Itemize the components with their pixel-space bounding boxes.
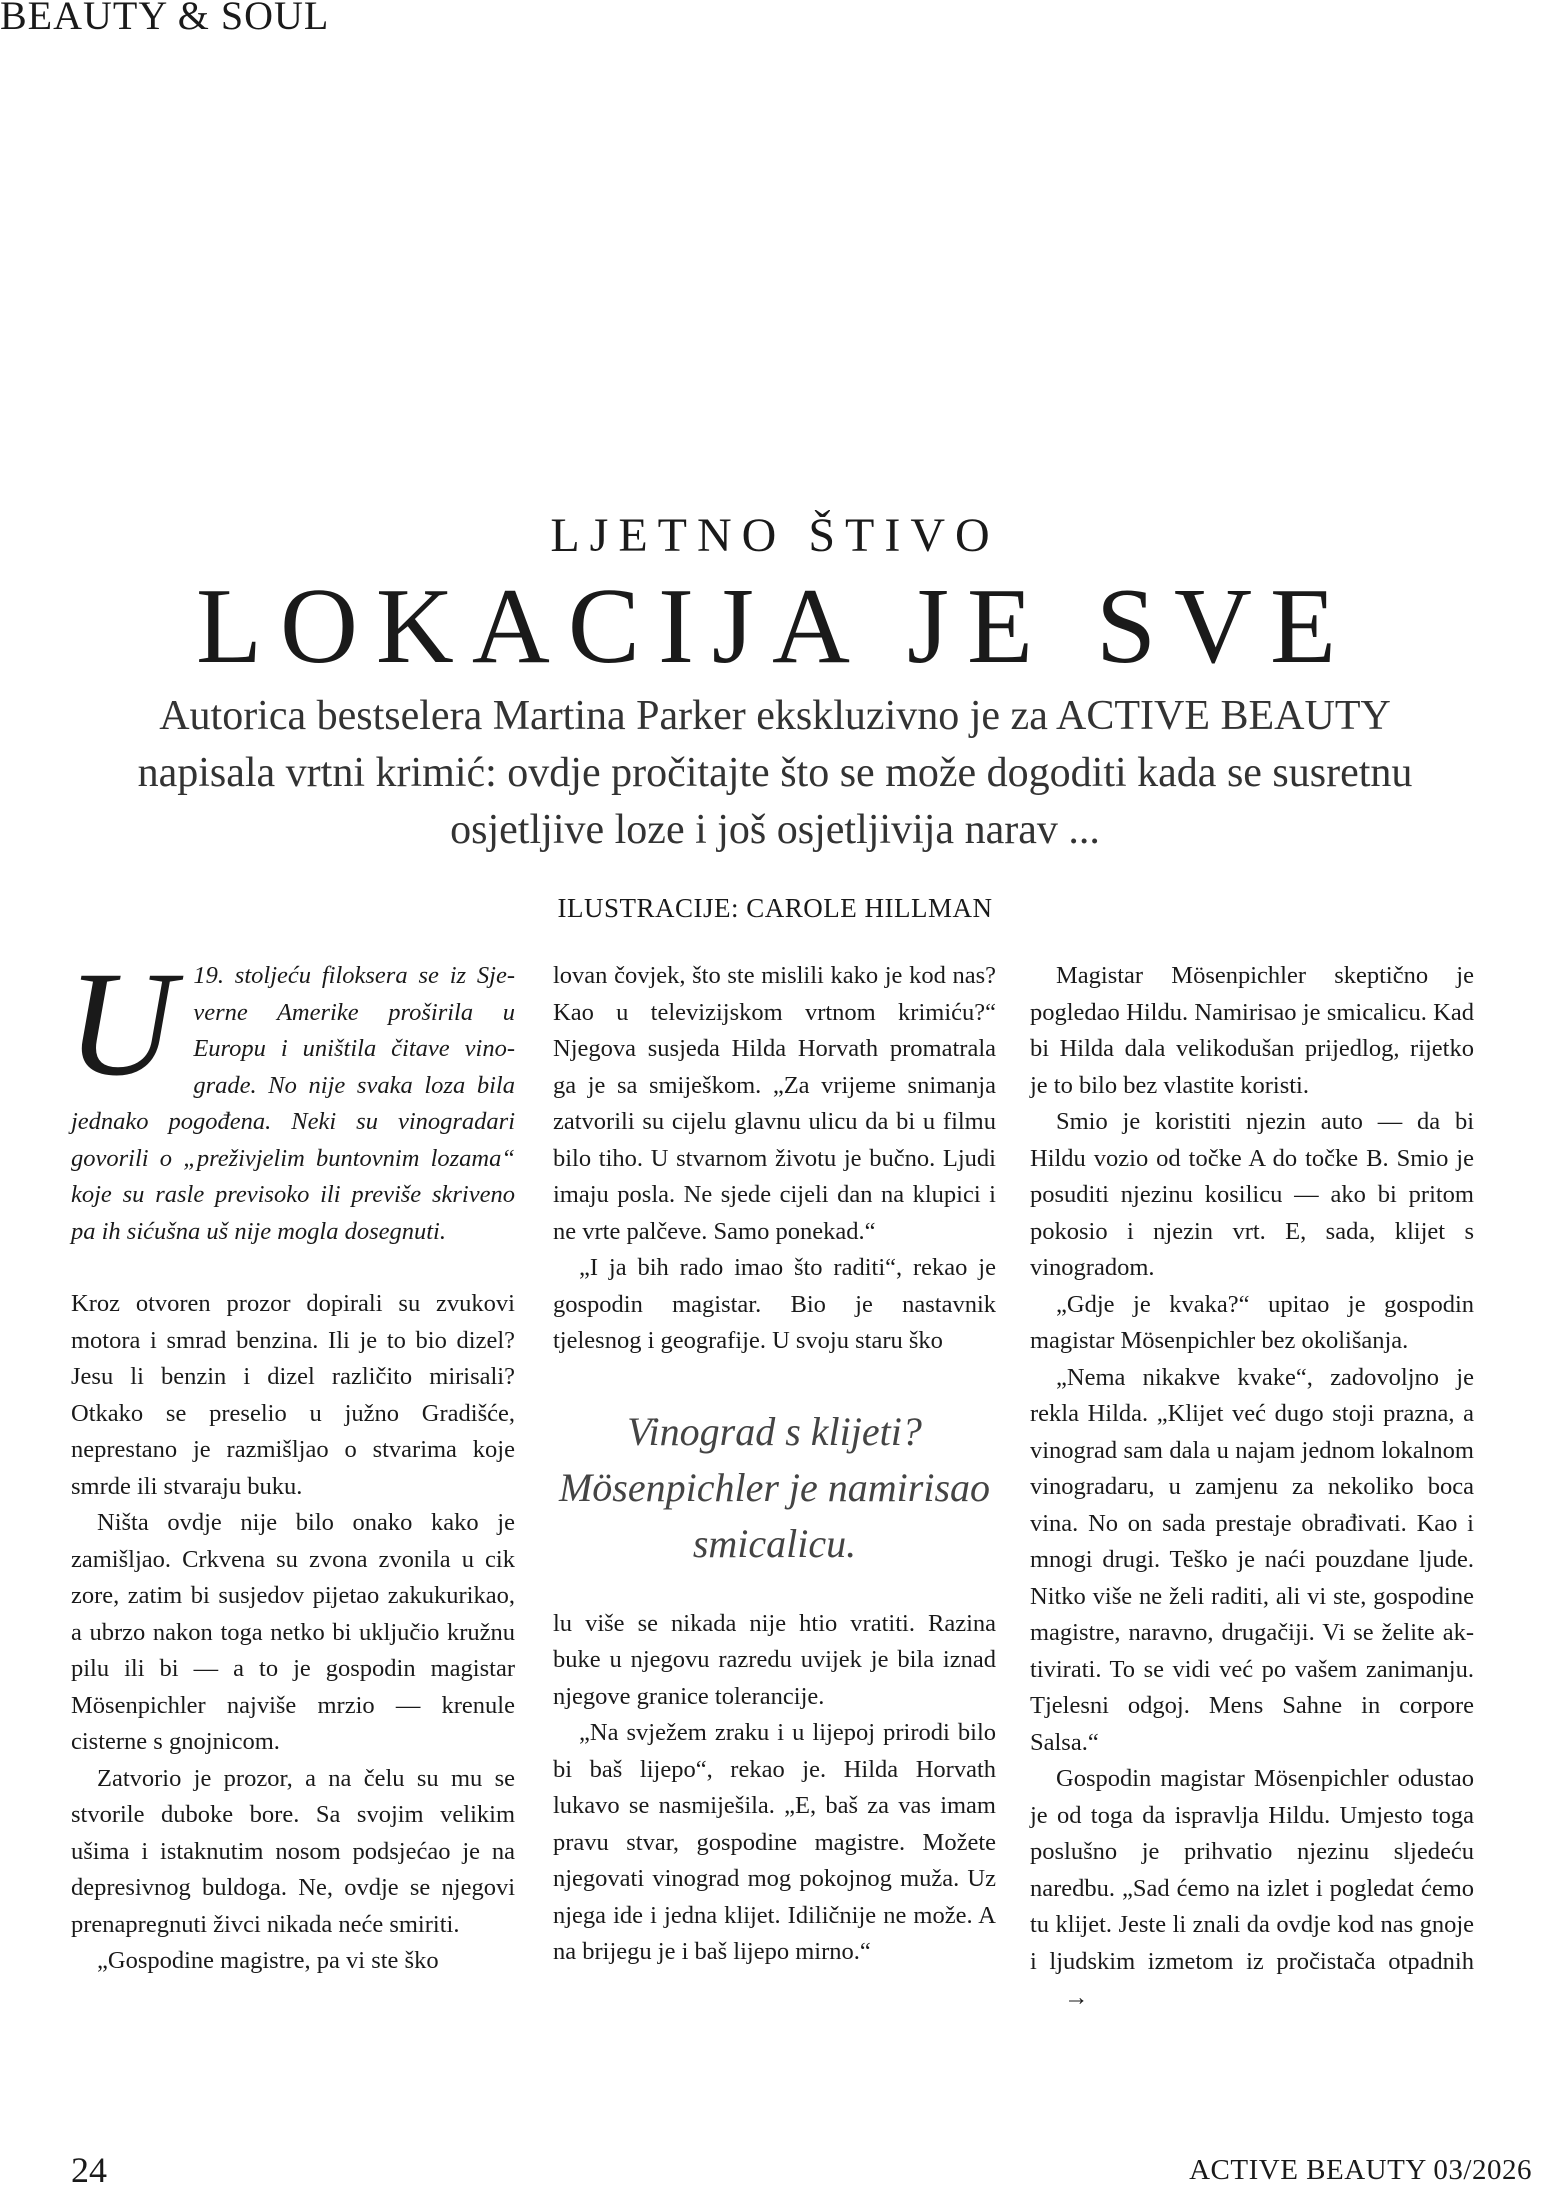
body-paragraph: Smio je koristiti njezin auto — da bi Hildu vozio od točke A do točke B. Smio je posuditi njezinu kosilicu — ako bi pritom pokosio i njezin vrt. E, sada, klijet s vinogradom. [1030, 1108, 1474, 1281]
body-text: Gospodin magistar Mösenpichler odustao je od toga da ispravlja Hildu. Umjesto toga poslušno je prihvatio njezinu sljedeću naredbu. „Sad ćemo na izlet i pogledat ćemo tu klijet. Jeste li znali da ovdje kod nas gnoje i ljudskim izmetom iz pročistača otpadnih [1030, 1765, 1474, 1975]
body-paragraph: Ništa ovdje nije bilo onako kako je zamišljao. Crkvena su zvona zvonila u cik zore, zatim bi susjedov pijetao zakukurikao, a ubrzo nakon toga netko bi uključio kružnu pilu ili bi — a to je gospodin magistar Mösenpichler najviše mrzio — krenule cisterne s gnojnicom. [71, 1509, 515, 1755]
pull-quote: Vinograd s klijeti? Mösenpichler je namirisao smicalicu. [558, 1408, 991, 1566]
article-kicker: LJETNO ŠTIVO [550, 509, 1000, 562]
body-paragraph: „Nema nikakve kvake“, zadovoljno je rekla Hilda. „Klijet već dugo stoji prazna, a vinograd sam dala u najam jednom lokalnom vinogradaru, u zamjenu za nekoliko boca vina. No on sada prestaje obrađivati. Kao i mnogi drugi. Teško je naći pouzdane ljude. Nitko više ne želi raditi, ali vi ste, gospodine magistre, naravno, drugačiji. Vi se želite aktivirati. To se vidi već po vašem zanimanju. Tjelesni odgoj. Mens Sahne in corpore Salsa.“ [1030, 1363, 1474, 1756]
magazine-issue: ACTIVE BEAUTY 03/2026 [1189, 2154, 1532, 2186]
article-column-2 [553, 958, 996, 1971]
page-number: 24 [71, 2150, 107, 2190]
section-label: BEAUTY & SOUL [0, 0, 330, 38]
body-paragraph: lu više se nikada nije htio vratiti. Razina buke u njegovu razredu uvijek je bila iznad njegove granice tolerancije. [553, 1609, 996, 1710]
article-dek: Autorica bestselera Martina Parker ekskluzivno je za ACTIVE BEAUTY napisala vrtni krimić: ovdje pročitajte što se može dogoditi kada se susretnu osjetljive loze i još osjetljivija narav ... [137, 693, 1413, 853]
body-paragraph: lovan čovjek, što ste mislili kako je kod nas? Kao u televizijskom vrtnom krimiću?“ Njegova susjeda Hilda Horvath promatrala ga je sa smiješkom. „Za vrijeme snimanja zatvorili su cijelu glavnu ulicu da bi u filmu bilo tiho. U stvarnom životu je bučno. Ljudi imaju posla. Ne sjede cijeli dan na klupici i ne vrte palčeve. Samo ponekad.“ [553, 962, 996, 1245]
continue-arrow-icon: → [1064, 1984, 1089, 2011]
body-paragraph: „I ja bih rado imao što raditi“, rekao je gospodin magistar. Bio je nastavnik tjelesnog i geografije. U svoju staru ško [553, 1254, 996, 1354]
article-title: LOKACIJA JE SVE [195, 567, 1355, 686]
illustration-credit: ILUSTRACIJE: CAROLE HILLMAN [557, 893, 993, 923]
body-paragraph: Magistar Mösenpichler skeptično je pogledao Hildu. Namirisao je smicalicu. Kad bi Hilda dala velikodušan prijedlog, rijetko je to bilo bez vlastite koristi. [1030, 962, 1474, 1099]
body-paragraph: Zatvorio je prozor, a na čelu su mu se stvorile duboke bore. Sa svojim velikim ušima i istaknutim nosom podsjećao je na depresivnog buldoga. Ne, ovdje se njegovi prenapregnuti živci nikada neće smiriti. [71, 1764, 515, 1938]
article-column-1 [67, 941, 515, 1980]
body-paragraph: „Gospodine magistre, pa vi ste ško [97, 1947, 439, 1974]
drop-cap: U [67, 941, 176, 1107]
lead-paragraph: 19. stoljeću filoksera se iz Sjeverne Amerike proširila u Europu i uništila čitave vinograde. No nije svaka loza bila jednako pogođena. Neki su vinogradari govorili o „preživjelim buntovnim lozama“ koje su rasle previsoko ili previše skriveno pa ih sićušna uš nije mogla dosegnuti. [71, 962, 515, 1245]
body-paragraph: „Gdje je kvaka?“ upitao je gospodin magistar Mösenpichler bez okolišanja. [1030, 1290, 1474, 1354]
body-paragraph: „Na svježem zraku i u lijepoj prirodi bilo bi baš lijepo“, rekao je. Hilda Horvath lukavo se nasmiješila. „E, baš za vas imam pravu stvar, gospodine magistre. Možete njegovati vinograd mog pokojnog muža. Uz njega ide i jedna klijet. Idiličnije ne može. A na brijegu je i baš lijepo mirno.“ [553, 1719, 996, 1965]
article-column-3 [1030, 958, 1474, 2017]
body-paragraph: Kroz otvoren prozor dopirali su zvukovi motora i smrad benzina. Ili je to bio dizel? Jesu li benzin i dizel različito mirisali? Otkako se preselio u južno Gradišće, neprestano je razmišljao o stvarima koje smrde ili stvaraju buku. [71, 1290, 515, 1500]
body-paragraph-last [1030, 1761, 1474, 2017]
